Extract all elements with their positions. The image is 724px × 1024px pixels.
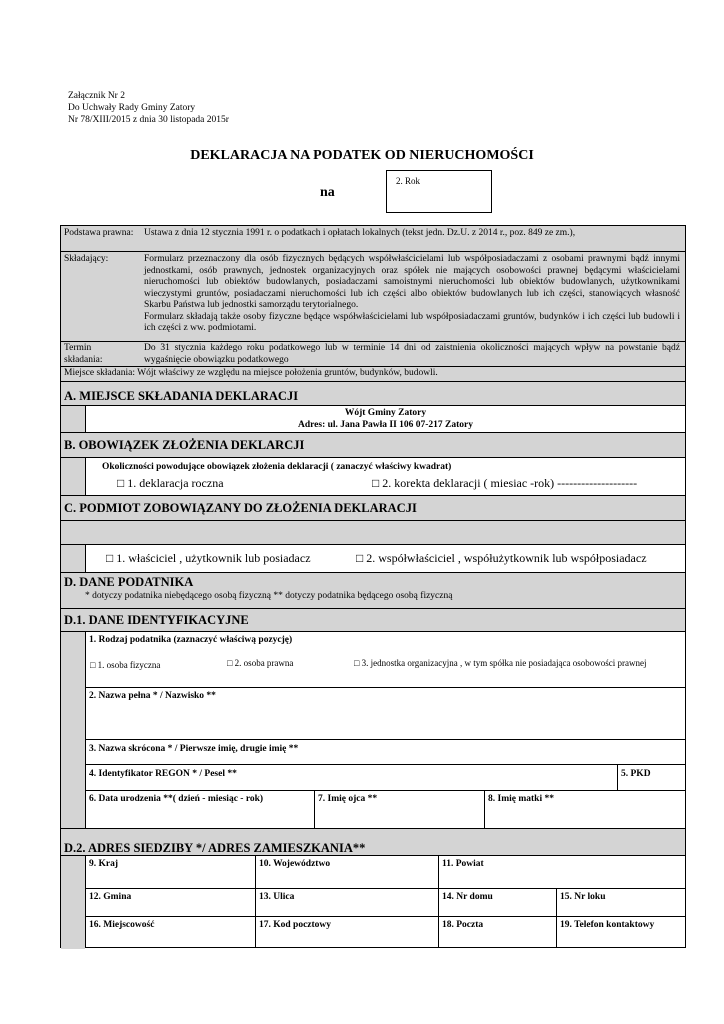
apartment-number-label: 15. Nr loku [560,892,606,902]
full-name-label: 2. Nazwa pełna * / Nazwisko ** [89,691,216,701]
post-office-label: 18. Poczta [442,920,484,930]
na-label: na [320,185,335,200]
attachment-line-2: Do Uchwały Rady Gminy Zatory [68,103,196,113]
section-a-body [85,406,685,433]
phone-label: 19. Telefon kontaktowy [560,920,655,930]
submitter-row [61,252,685,342]
district-field[interactable] [439,856,685,889]
street-field[interactable] [256,889,439,917]
street-label: 13. Ulica [259,892,295,902]
office-name: Wójt Gminy Zatory [344,408,427,418]
submitter-text-1: Formularz przeznaczony dla osób fizycznych będących współwłaścicielami lub współposiadaczami z osobami prawnymi bądź innymi jednostkami, osób prawnych, jednostek organizacyjnych oraz spółek nie mających osobowości prawnej będącymi właścicielami nieruchomości lub obiektów budowlanych, posiadaczami samoistnymi nieruchomości lub obiektów budowlanych, użytkownikami wieczystymi gruntów, posiadaczami nieruchomości lub ich części albo obiektów budowlanych lub ich części, stanowiących własność Skarbu Państwa lub jednostki samorządu terytorialnego. [144,254,680,310]
section-b-header [61,433,685,458]
district-label: 11. Powiat [442,859,484,869]
place-row [61,367,685,382]
attachment-note [68,90,229,126]
section-d2-header [61,829,685,856]
section-d-header [61,573,685,609]
section-c-body [85,545,685,573]
municipality-field[interactable] [85,889,256,917]
short-name-field[interactable] [85,740,685,765]
apartment-number-field[interactable] [557,889,685,917]
legal-basis-text: Ustawa z dnia 12 stycznia 1991 r. o podatkach i opłatach lokalnych (tekst jedn. Dz.U. z 2014 r., poz. 849 ze zm.), [144,228,576,238]
attachment-line-1: Załącznik Nr 2 [68,91,125,101]
deadline-text: Do 31 stycznia każdego roku podatkowego lub w terminie 14 dni od zaistnienia okoliczności mających wpływ na powstanie bądź wygaśnięcie obowiązku podatkowego [144,343,680,365]
submitter-text-2: Formularz składają także osoby fizyczne będące współwłaścicielami lub współposiadaczami gruntów, budynków i ich części lub budowli i ich części z ww. podmiotami. [144,311,680,333]
section-d1-title: D.1. DANE IDENTYFIKACYJNE [64,613,249,627]
phone-field[interactable] [557,917,685,948]
legal-basis-label: Podstawa prawna: [64,228,134,238]
submitter-text [144,254,680,335]
section-d2-title: D.2. ADRES SIEDZIBY */ ADRES ZAMIESZKANIA** [64,841,366,855]
house-number-field[interactable] [439,889,557,917]
section-c-title: C. PODMIOT ZOBOWIĄZANY DO ZŁOŻENIA DEKLARACJI [64,501,417,515]
document-title: DEKLARACJA NA PODATEK OD NIERUCHOMOŚCI [190,148,534,163]
pkd-field[interactable] [618,765,685,791]
mother-name-label: 8. Imię matki ** [488,794,554,804]
section-a-title: A. MIEJSCE SKŁADANIA DEKLARACJI [64,389,299,403]
co-owner-option[interactable]: □ 2. współwłaściciel , współużytkownik lub współposiadacz [356,551,647,565]
pkd-label: 5. PKD [621,769,651,779]
regon-pesel-label: 4. Identyfikator REGON * / Pesel ** [89,769,237,779]
section-b-title: B. OBOWIĄZEK ZŁOŻENIA DEKLARCJI [64,438,305,452]
taxpayer-type-label: 1. Rodzaj podatnika (zaznaczyć właściwą pozycję) [89,635,293,645]
year-label: 2. Rok [396,176,421,186]
organizational-unit-option[interactable]: □ 3. jednostka organizacyjna , w tym spółka nie posiadająca osobowości prawnej [354,658,647,668]
taxpayer-type-field [85,632,685,688]
voivodeship-label: 10. Województwo [259,859,331,869]
legal-basis-row [61,226,685,252]
section-c-header [61,496,685,521]
owner-option[interactable]: □ 1. właściciel , użytkownik lub posiadacz [106,551,311,565]
place-text: Miejsce składania: Wójt właściwy ze względu na miejsce położenia gruntów, budynków, budowli. [64,368,438,378]
submitter-label: Składający: [64,254,109,264]
declaration-form [60,225,686,948]
section-d-note: * dotyczy podatnika niebędącego osobą fizyczną ** dotyczy podatnika będącego osobą fizyczną [85,591,453,601]
post-office-field[interactable] [439,917,557,948]
birth-date-field[interactable] [85,791,315,829]
father-name-label: 7. Imię ojca ** [318,794,378,804]
deadline-row [61,342,685,367]
municipality-label: 12. Gmina [89,892,132,902]
annual-declaration-option[interactable]: □ 1. deklaracja roczna [117,476,224,490]
natural-person-option[interactable]: □ 1. osoba fizyczna [90,660,161,670]
section-a-header [61,382,685,406]
house-number-label: 14. Nr domu [442,892,493,902]
locality-label: 16. Miejscowość [89,920,155,930]
section-d-title: D. DANE PODATNIKA [64,575,194,589]
section-d1-header [61,609,685,632]
year-field[interactable] [386,170,492,213]
postal-code-label: 17. Kod pocztowy [259,920,332,930]
voivodeship-field[interactable] [256,856,439,889]
correction-option[interactable]: □ 2. korekta deklaracji ( miesiac -rok) -------------------- [372,476,638,490]
regon-pesel-field[interactable] [85,765,618,791]
attachment-line-3: Nr 78/XIII/2015 z dnia 30 listopada 2015r [68,115,229,125]
full-name-field[interactable] [85,688,685,740]
section-b-body [85,458,685,496]
country-field[interactable] [85,856,256,889]
postal-code-field[interactable] [256,917,439,948]
father-name-field[interactable] [315,791,485,829]
country-label: 9. Kraj [89,859,119,869]
obligation-instruction: Okoliczności powodujące obowiązek złożenia deklaracji ( zanaczyć właściwy kwadrat) [102,462,452,472]
birth-date-label: 6. Data urodzenia **( dzień - miesiąc - rok) [89,794,264,804]
locality-field[interactable] [85,917,256,948]
short-name-label: 3. Nazwa skrócona * / Pierwsze imię, drugie imię ** [89,744,299,754]
deadline-label: Termin składania: [64,343,103,365]
mother-name-field[interactable] [485,791,685,829]
legal-person-option[interactable]: □ 2. osoba prawna [227,658,294,668]
office-address: Adres: ul. Jana Pawła II 106 07-217 Zatory [297,420,474,430]
